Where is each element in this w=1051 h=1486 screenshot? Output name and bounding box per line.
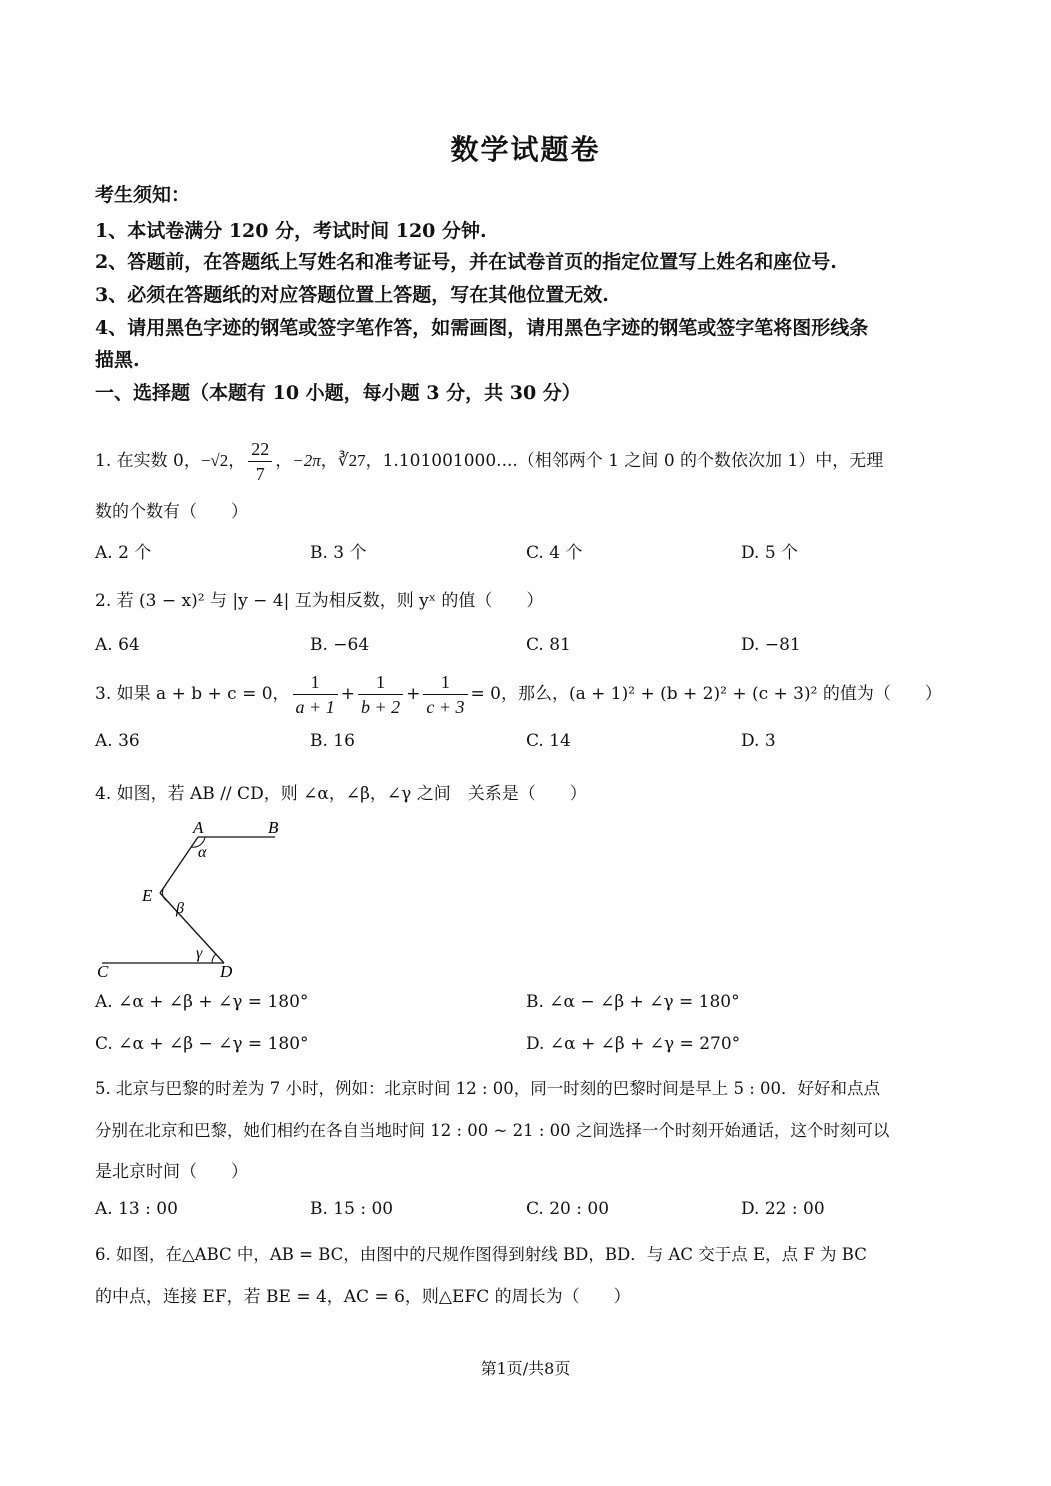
fraction-1-c3: $\frac{1}{c + 3}$ bbox=[423, 670, 467, 719]
q5-option-b: B. 15 : 00 bbox=[310, 1199, 394, 1219]
q3-option-d: D. 3 bbox=[741, 731, 776, 751]
q2-option-c: C. 81 bbox=[526, 635, 571, 655]
fraction-1-a1: $\frac{1}{a + 1}$ bbox=[293, 670, 338, 719]
q1-option-b: B. 3 个 bbox=[310, 543, 367, 563]
q4-figure bbox=[90, 815, 290, 985]
q4-option-b: B. ∠α − ∠β + ∠γ = 180° bbox=[526, 992, 740, 1012]
q5-option-d: D. 22 : 00 bbox=[741, 1199, 825, 1219]
q1-option-d: D. 5 个 bbox=[741, 543, 799, 563]
cube-root-27: ∛27 bbox=[337, 451, 366, 470]
question-2-stem: 2. 若 (3 − x)² 与 |y − 4| 互为相反数，则 yˣ 的值（ ） bbox=[95, 591, 544, 611]
q3-option-b: B. 16 bbox=[310, 731, 355, 751]
line-ae bbox=[160, 837, 198, 893]
q5-option-c: C. 20 : 00 bbox=[526, 1199, 610, 1219]
section-heading: 一、选择题（本题有 10 小题，每小题 3 分，共 30 分） bbox=[95, 382, 581, 404]
label-alpha: α bbox=[198, 844, 207, 861]
q2-option-b: B. −64 bbox=[310, 635, 370, 655]
arc-gamma bbox=[212, 954, 216, 963]
fraction-22-7: $\frac{22}{7}$ bbox=[248, 437, 272, 486]
q4-option-c: C. ∠α + ∠β − ∠γ = 180° bbox=[95, 1034, 309, 1054]
question-5-line2: 分别在北京和巴黎，她们相约在各自当地时间 12 : 00 ~ 21 : 00 之间选择一个时刻开始通话，这个时刻可以 bbox=[95, 1121, 890, 1140]
q5-option-a: A. 13 : 00 bbox=[95, 1199, 178, 1219]
page-title: 数学试题卷 bbox=[450, 133, 601, 166]
q4-option-a: A. ∠α + ∠β + ∠γ = 180° bbox=[95, 992, 309, 1012]
fraction-1-b2: $\frac{1}{b + 2}$ bbox=[358, 670, 403, 719]
notice-item-4-cont: 描黑. bbox=[95, 349, 140, 371]
label-a: A bbox=[193, 818, 204, 837]
label-b: B bbox=[268, 818, 279, 837]
notice-heading: 考生须知： bbox=[95, 184, 191, 206]
notice-item-4: 4、请用黑色字迹的钢笔或签字笔作答，如需画图，请用黑色字迹的钢笔或签字笔将图形线条 bbox=[95, 317, 869, 339]
label-c: C bbox=[97, 962, 109, 981]
notice-item-3: 3、必须在答题纸的对应答题位置上答题，写在其他位置无效. bbox=[95, 284, 609, 306]
label-beta: β bbox=[176, 900, 184, 917]
line-ed bbox=[160, 893, 224, 963]
q4-option-d: D. ∠α + ∠β + ∠γ = 270° bbox=[526, 1034, 741, 1054]
page-number: 第1页/共8页 bbox=[480, 1359, 571, 1378]
notice-item-2: 2、答题前，在答题纸上写姓名和准考证号，并在试卷首页的指定位置写上姓名和座位号. bbox=[95, 251, 837, 273]
question-6-line1: 6. 如图，在△ABC 中，AB = BC，由图中的尺规作图得到射线 BD，BD．与 AC 交于点 E，点 F 为 BC bbox=[95, 1245, 867, 1264]
question-1-stem: 1. 在实数 0，−√2， $\frac{22}{7}$ ，−2π，∛27，1.101001000....（相邻两个 1 之间 0 的个数依次加 1）中，无理 bbox=[95, 439, 884, 484]
label-gamma: γ bbox=[196, 945, 203, 962]
label-e: E bbox=[142, 886, 153, 905]
question-5-line3: 是北京时间（ ） bbox=[95, 1162, 248, 1182]
label-d: D bbox=[220, 962, 233, 981]
q3-option-c: C. 14 bbox=[526, 731, 571, 751]
neg-2pi: −2π bbox=[292, 451, 321, 470]
question-3-stem: 3. 如果 a + b + c = 0， $\frac{1}{a + 1}$ + $\frac{1}{b + 2}$ + $\frac{1}{c + 3}$ = 0，那么，(a + 1)² + (b + 2)² + (c + 3)² 的值为（ ） bbox=[95, 672, 942, 717]
question-1-line2: 数的个数有（ ） bbox=[95, 502, 248, 522]
neg-sqrt2: −√2 bbox=[200, 451, 229, 470]
question-4-stem: 4. 如图，若 AB // CD，则 ∠α，∠β，∠γ 之间 关系是（ ） bbox=[95, 784, 587, 804]
q2-option-a: A. 64 bbox=[95, 635, 140, 655]
question-5-line1: 5. 北京与巴黎的时差为 7 小时，例如：北京时间 12 : 00，同一时刻的巴黎时间是早上 5 : 00．好好和点点 bbox=[95, 1079, 881, 1098]
q1-option-a: A. 2 个 bbox=[95, 543, 152, 563]
notice-item-1: 1、本试卷满分 120 分，考试时间 120 分钟. bbox=[95, 220, 487, 242]
q2-option-d: D. −81 bbox=[741, 635, 801, 655]
q1-option-c: C. 4 个 bbox=[526, 543, 583, 563]
question-6-line2: 的中点，连接 EF，若 BE = 4，AC = 6，则△EFC 的周长为（ ） bbox=[95, 1287, 631, 1307]
q3-option-a: A. 36 bbox=[95, 731, 140, 751]
